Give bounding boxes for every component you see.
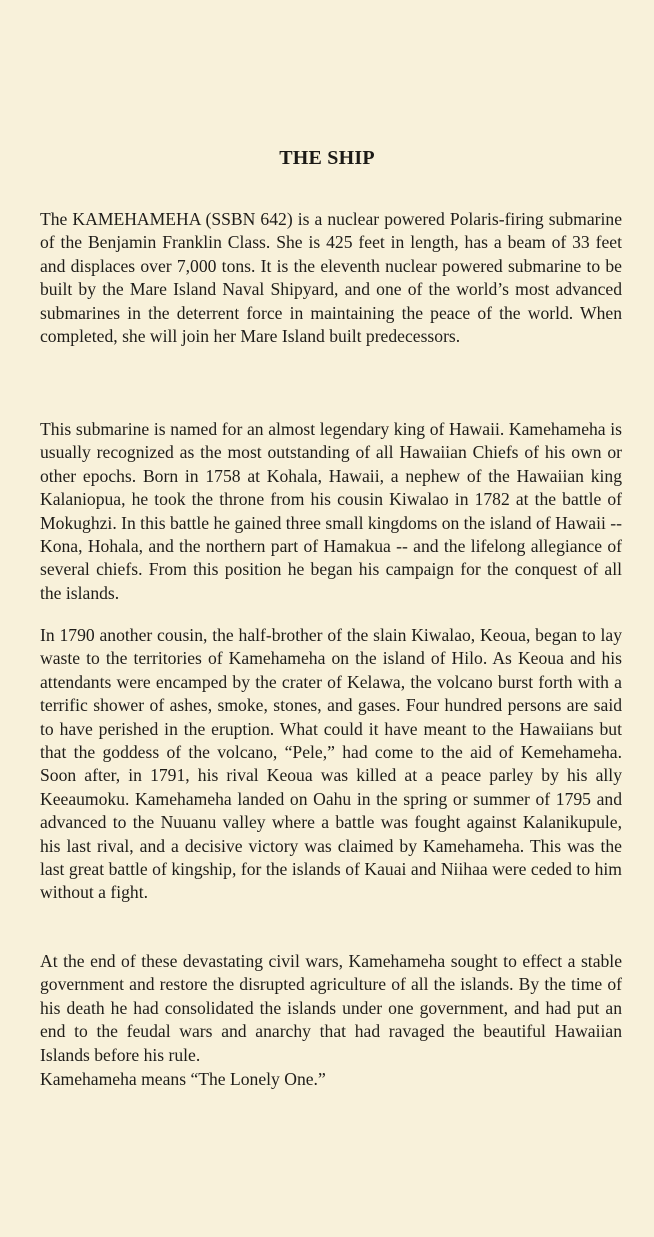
paragraph-name-meaning: Kamehameha means “The Lonely One.” [40,1069,326,1089]
paragraph-namesake: This submarine is named for an almost legendary king of Hawaii. Kamehameha is usually recognized as the most outstanding of all Hawaiian Chiefs of his own or other epochs. Born in 1758 at Kohala, Hawaii, a nephew of the Hawaiian king Kalaniopua, he took the throne from his cousin Kiwalao in 1782 at the battle of Mokughzi. In this battle he gained three small kingdoms on the island of Hawaii -- Kona, Hohala, and the northern part of Hamakua -- and the lifelong allegiance of several chiefs. From this position he began his campaign for the conquest of all the islands. [40,419,622,603]
page-title: THE SHIP [279,147,375,169]
paragraph-conquest: In 1790 another cousin, the half-brother of the slain Kiwalao, Keoua, began to lay waste to the territories of Kamehameha on the island of Hilo. As Keoua and his attendants were encamped by the crater of Kelawa, the volcano burst forth with a terrific shower of ashes, smoke, stones, and gases. Four hundred persons are said to have perished in the eruption. What could it have meant to the Hawaiians but that the goddess of the volcano, “Pele,” had come to the aid of Kemehameha. Soon after, in 1791, his rival Keoua was killed at a peace parley by his ally Keeaumoku. Kamehameha landed on Oahu in the spring or summer of 1795 and advanced to the Nuuanu valley where a battle was fought against Kalanikupule, his last rival, and a decisive victory was claimed by Kamehameha. This was the last great battle of kingship, for the islands of Kauai and Niihaa were ceded to him without a fight. [40,625,622,903]
paragraph-ship-description: The KAMEHAMEHA (SSBN 642) is a nuclear powered Polaris-firing submarine of the Benjamin Franklin Class. She is 425 feet in length, has a beam of 33 feet and displaces over 7,000 tons. It is the eleventh nuclear powered submarine to be built by the Mare Island Naval Shipyard, and one of the world’s most advanced submarines in the deterrent force in maintaining the peace of the world. When completed, she will join her Mare Island built predecessors. [40,209,622,347]
paragraph-unification: At the end of these devastating civil wars, Kamehameha sought to effect a stable government and restore the disrupted agriculture of all the islands. By the time of his death he had consolidated the islands under one government, and had put an end to the feudal wars and anarchy that had ravaged the beautiful Hawaiian Islands before his rule. [40,951,622,1065]
